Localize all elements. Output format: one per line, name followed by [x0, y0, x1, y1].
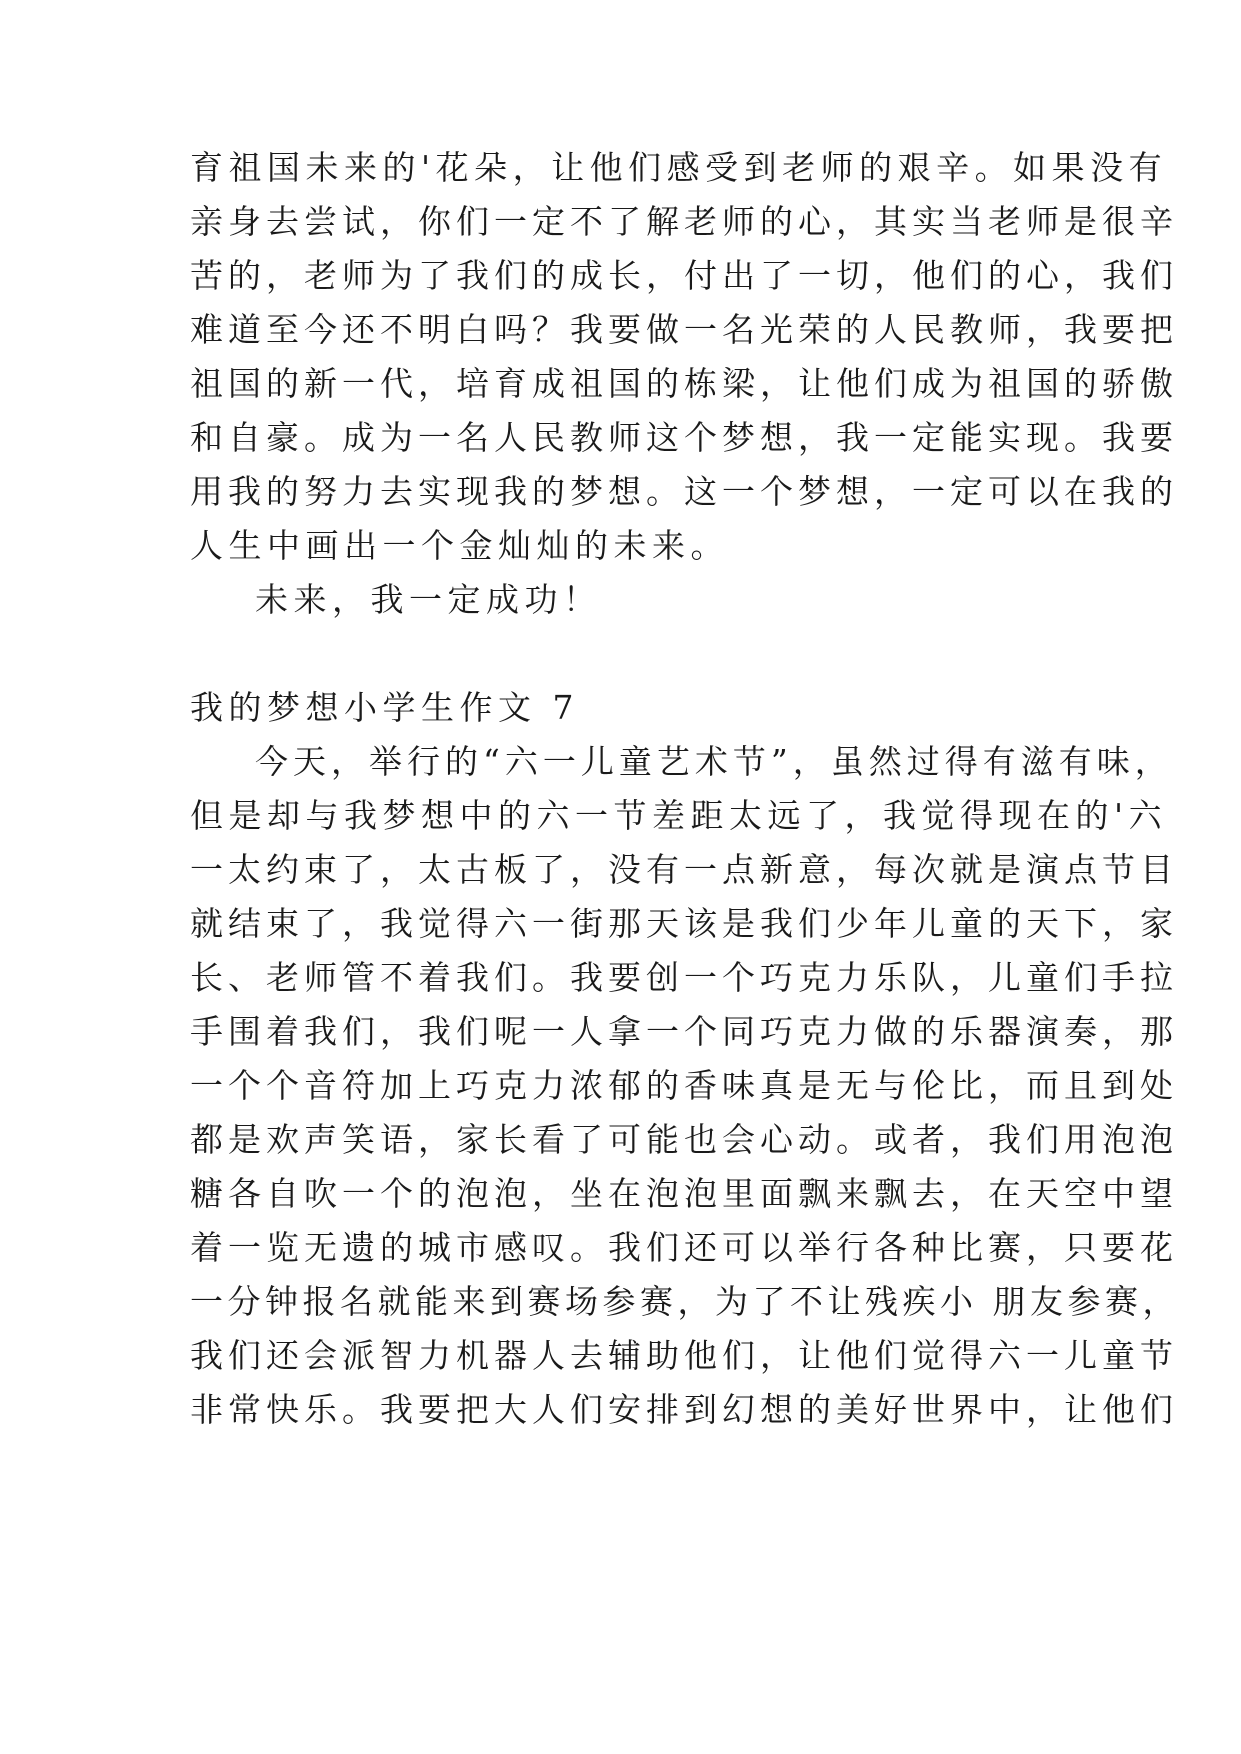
paragraph-line: 手围着我们，我们呢一人拿一个同巧克力做的乐器演奏，那	[190, 1012, 1178, 1051]
closing-line: 未来，我一定成功！	[255, 580, 602, 619]
paragraph-line: 育祖国未来的'花朵，让他们感受到老师的艰辛。如果没有	[190, 148, 1168, 187]
paragraph-line: 但是却与我梦想中的六一节差距太远了，我觉得现在的'六	[190, 796, 1168, 835]
paragraph-line: 长、老师管不着我们。我要创一个巧克力乐队，儿童们手拉	[190, 958, 1178, 997]
paragraph-line: 一个个音符加上巧克力浓郁的香味真是无与伦比，而且到处	[190, 1066, 1178, 1105]
paragraph-line: 和自豪。成为一名人民教师这个梦想，我一定能实现。我要	[190, 418, 1178, 457]
paragraph-line: 今天，举行的“六一儿童艺术节”，虽然过得有滋有味，	[255, 742, 1173, 781]
paragraph-line: 人生中画出一个金灿灿的未来。	[190, 526, 729, 565]
paragraph-line: 着一览无遗的城市感叹。我们还可以举行各种比赛，只要花	[190, 1228, 1178, 1267]
paragraph-line: 我们还会派智力机器人去辅助他们，让他们觉得六一儿童节	[190, 1336, 1178, 1375]
paragraph-line: 亲身去尝试，你们一定不了解老师的心，其实当老师是很辛	[190, 202, 1178, 241]
section-heading: 我的梦想小学生作文 7	[190, 688, 579, 727]
paragraph-line: 非常快乐。我要把大人们安排到幻想的美好世界中，让他们	[190, 1390, 1178, 1429]
paragraph-line: 一分钟报名就能来到赛场参赛，为了不让残疾小 朋友参赛，	[190, 1282, 1180, 1321]
paragraph-line: 就结束了，我觉得六一街那天该是我们少年儿童的天下，家	[190, 904, 1178, 943]
paragraph-line: 祖国的新一代，培育成祖国的栋梁，让他们成为祖国的骄傲	[190, 364, 1178, 403]
paragraph-line: 一太约束了，太古板了，没有一点新意，每次就是演点节目	[190, 850, 1178, 889]
paragraph-line: 难道至今还不明白吗？我要做一名光荣的人民教师，我要把	[190, 310, 1178, 349]
paragraph-line: 都是欢声笑语，家长看了可能也会心动。或者，我们用泡泡	[190, 1120, 1178, 1159]
paragraph-line: 苦的，老师为了我们的成长，付出了一切，他们的心，我们	[190, 256, 1178, 295]
paragraph-line: 用我的努力去实现我的梦想。这一个梦想，一定可以在我的	[190, 472, 1178, 511]
paragraph-line: 糖各自吹一个的泡泡，坐在泡泡里面飘来飘去，在天空中望	[190, 1174, 1178, 1213]
